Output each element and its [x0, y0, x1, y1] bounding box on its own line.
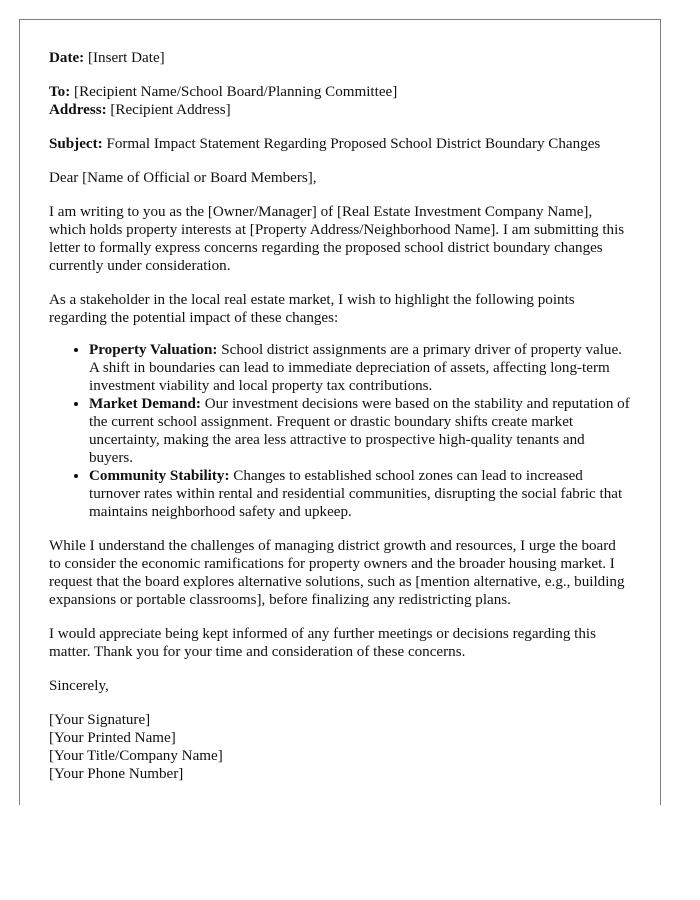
impact-points-list — [49, 341, 631, 521]
paragraph-stakeholder: As a stakeholder in the local real estate market, I wish to highlight the following points regarding the potential impact of these changes: — [49, 292, 575, 326]
subject-label: Subject: — [49, 136, 103, 152]
signature: [Your Signature] — [49, 712, 151, 728]
list-item-property-valuation — [89, 341, 631, 395]
address-value: [Recipient Address] — [110, 102, 231, 118]
closing: Sincerely, — [49, 678, 109, 694]
subject-line — [49, 135, 631, 153]
point-text: Changes to established school zones can lead to increased turnover rates within rental and residential communities, disrupting the social fabric that maintains neighborhood safety and upkeep. — [89, 468, 623, 520]
point-title: Community Stability: — [89, 468, 230, 484]
date-line — [49, 49, 631, 67]
subject-value: Formal Impact Statement Regarding Proposed School District Boundary Changes — [106, 136, 601, 152]
list-item-market-demand — [89, 395, 631, 467]
paragraph-request: While I understand the challenges of managing district growth and resources, I urge the board to consider the economic ramifications for property owners and the broader housing market. I request that the board explores alternative solutions, such as [mention alternative, e.g., building expansions or portable classrooms], before finalizing any redistricting plans. — [49, 538, 625, 608]
point-text: Our investment decisions were based on the stability and reputation of the current school assignment. Frequent or drastic boundary shifts create market uncertainty, making the area less attractive to prospective high-quality tenants and buyers. — [89, 396, 630, 466]
date-value: [Insert Date] — [87, 50, 165, 66]
address-line — [49, 101, 631, 119]
point-title: Property Valuation: — [89, 342, 218, 358]
paragraph-intro: I am writing to you as the [Owner/Manager] of [Real Estate Investment Company Name], which holds property interests at [Property Address/Neighborhood Name]. I am submitting this letter to formally express concerns regarding the proposed school district boundary changes currently under consideration. — [49, 204, 625, 274]
to-label: To: — [49, 84, 71, 100]
letter-page — [19, 19, 661, 805]
to-value: [Recipient Name/School Board/Planning Committee] — [74, 84, 398, 100]
date-label: Date: — [49, 50, 85, 66]
letter-body — [49, 49, 631, 783]
address-label: Address: — [49, 102, 107, 118]
point-text: School district assignments are a primary driver of property value. A shift in boundaries can lead to immediate depreciation of assets, affecting long-term investment viability and local property tax contributions. — [89, 342, 622, 394]
signature-block — [49, 711, 631, 783]
title-company: [Your Title/Company Name] — [49, 748, 223, 764]
paragraph-closing-remarks: I would appreciate being kept informed of any further meetings or decisions regarding this matter. Thank you for your time and consideration of these concerns. — [49, 626, 596, 660]
phone-number: [Your Phone Number] — [49, 766, 184, 782]
printed-name: [Your Printed Name] — [49, 730, 176, 746]
salutation: Dear [Name of Official or Board Members], — [49, 170, 317, 186]
to-line — [49, 83, 631, 101]
list-item-community-stability — [89, 467, 631, 521]
point-title: Market Demand: — [89, 396, 201, 412]
